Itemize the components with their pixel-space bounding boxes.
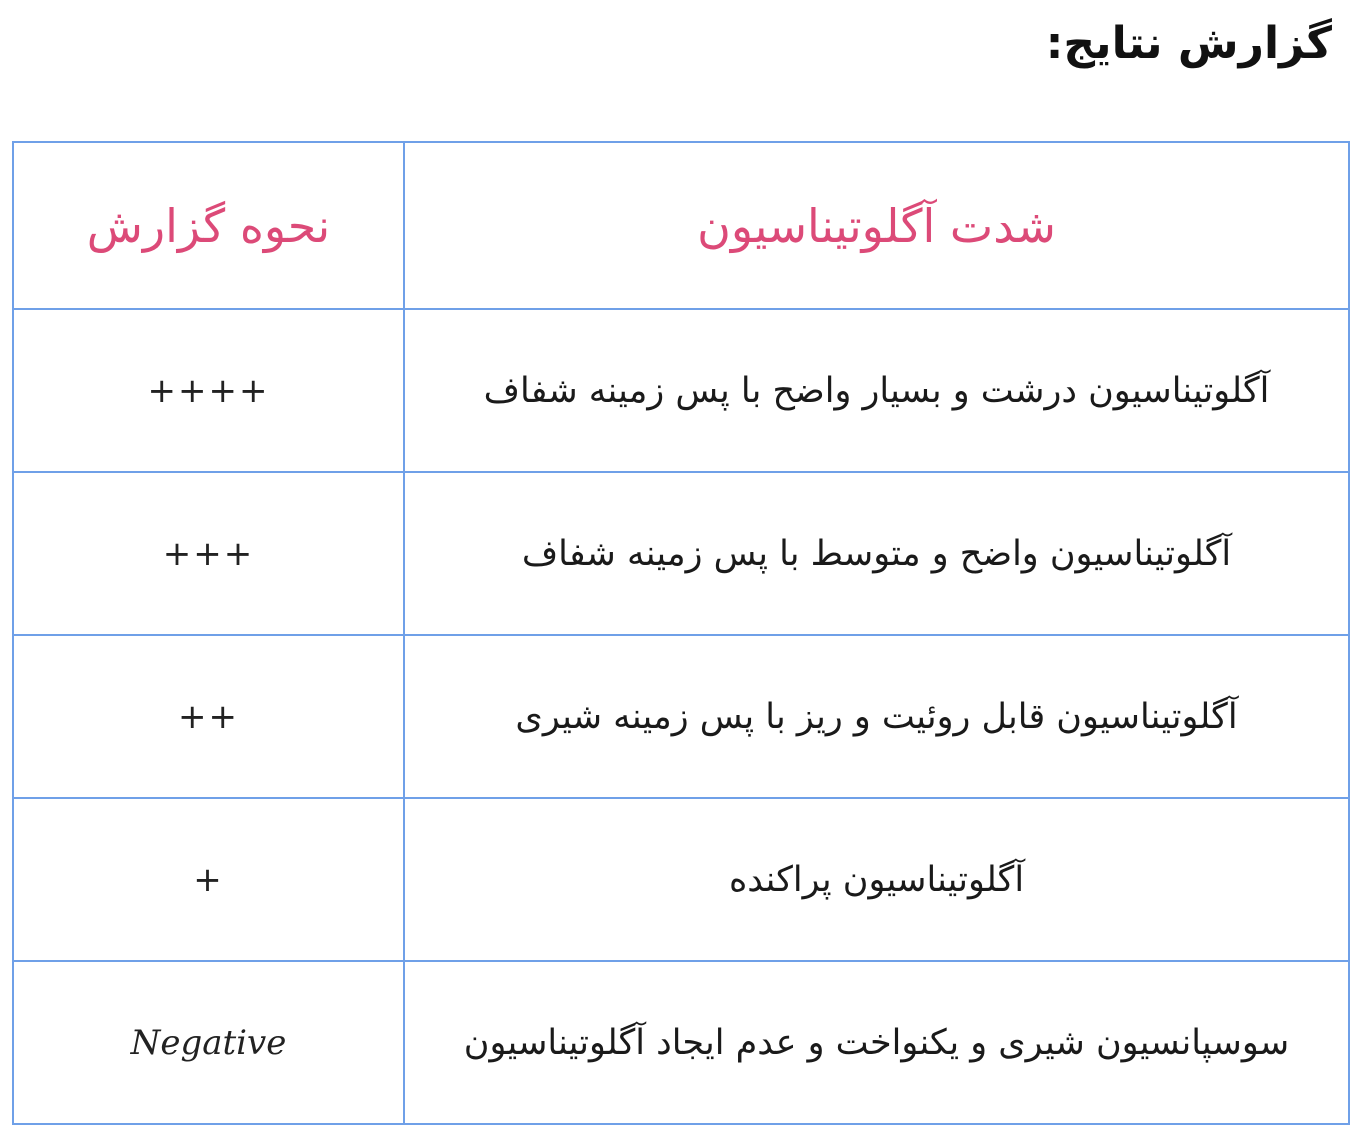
page-title: گزارش نتایج: <box>1045 18 1332 69</box>
report-cell <box>13 309 404 472</box>
intensity-description: آگلوتیناسیون واضح و متوسط با پس زمینه شفاف <box>521 533 1232 574</box>
intensity-cell <box>404 798 1349 961</box>
intensity-cell <box>404 309 1349 472</box>
intensity-cell <box>404 635 1349 798</box>
report-cell <box>13 961 404 1124</box>
table-row <box>13 961 1349 1124</box>
intensity-description: آگلوتیناسیون پراکنده <box>728 859 1025 900</box>
report-cell <box>13 635 404 798</box>
intensity-description: سوسپانسیون شیری و یکنواخت و عدم ایجاد آگلوتیناسیون <box>463 1022 1290 1063</box>
table-row <box>13 309 1349 472</box>
header-report-label: نحوه گزارش <box>86 198 331 253</box>
intensity-cell <box>404 961 1349 1124</box>
intensity-description: آگلوتیناسیون درشت و بسیار واضح با پس زمینه شفاف <box>483 370 1270 411</box>
table-row <box>13 798 1349 961</box>
report-grade: + <box>193 859 224 900</box>
table-row <box>13 472 1349 635</box>
table-row <box>13 635 1349 798</box>
header-cell-report <box>13 142 404 309</box>
header-cell-intensity <box>404 142 1349 309</box>
header-intensity-label: شدت آگلوتیناسیون <box>697 198 1056 253</box>
report-cell <box>13 798 404 961</box>
table-header-row <box>13 142 1349 309</box>
report-grade: ++ <box>178 696 239 737</box>
results-table <box>12 141 1350 1125</box>
report-cell <box>13 472 404 635</box>
intensity-cell <box>404 472 1349 635</box>
report-grade: ++++ <box>147 370 270 411</box>
intensity-description: آگلوتیناسیون قابل روئیت و ریز با پس زمینه شیری <box>515 696 1238 737</box>
report-grade-negative: Negative <box>130 1022 287 1063</box>
report-grade: +++ <box>162 533 255 574</box>
